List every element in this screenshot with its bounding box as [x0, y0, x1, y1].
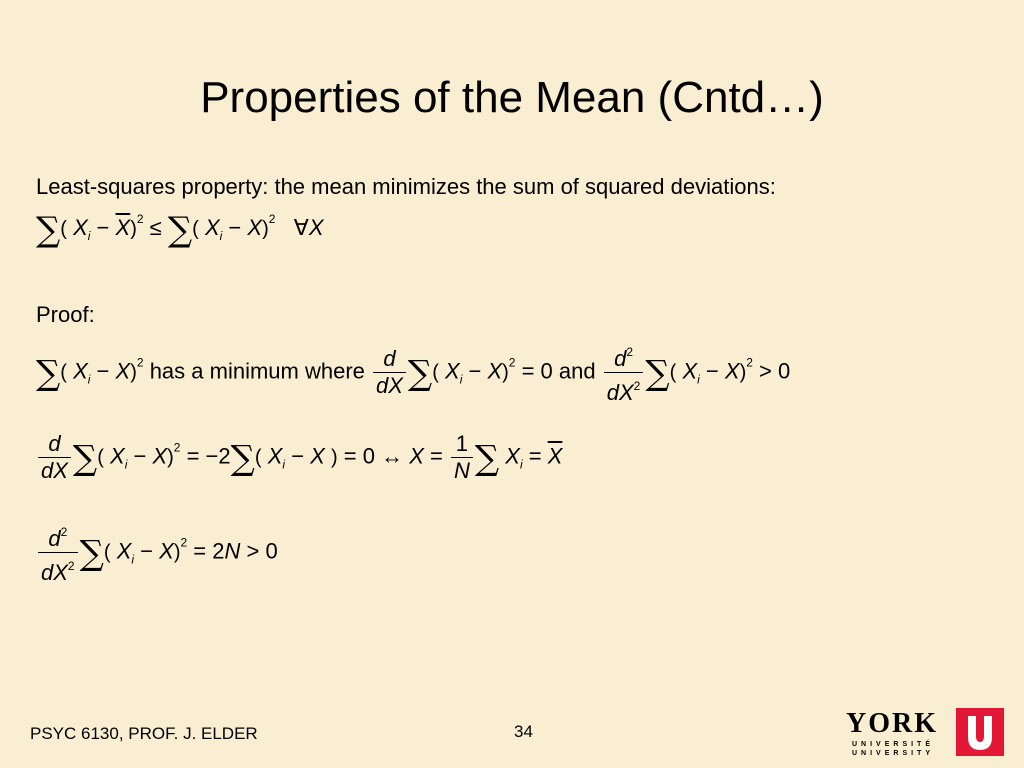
slide-title: Properties of the Mean (Cntd…): [200, 73, 824, 122]
footer-course: PSYC 6130, PROF. J. ELDER: [30, 724, 258, 743]
logo-subtext: [852, 740, 934, 758]
logo-sub-fr: UNIVERSITÉ: [852, 741, 935, 748]
page-number: 34: [514, 722, 533, 741]
first-derivative-equation: $\frac{d}{dX}$ ∑( $X_i - X)^2 = -2\sum$( $X_i - X$ ) = 0 ↔ X = $\frac{1}{N}$ ∑ $X_i = \overline{X}$: [36, 432, 562, 483]
least-squares-statement: Least-squares property: the mean minimizes the sum of squared deviations:: [36, 174, 776, 199]
second-derivative-equation: $\frac{d^2}{dX^2}$ ∑( $X_i - X)^2 = 2N > 0$: [36, 520, 278, 585]
york-u-icon: [956, 708, 1004, 756]
york-university-logo: [846, 708, 1006, 758]
proof-label: Proof:: [36, 302, 95, 327]
and-text: and: [558, 358, 596, 384]
logo-sub-en: UNIVERSITY: [852, 750, 935, 757]
minimum-condition: ∑( $X_i - X)^2$ has a minimum where $\frac{d}{dX}$ ∑( $X_i - X)^2 = 0$ and $\frac{d^2}{dX^2}$ ∑( $X_i - X)^2 > 0$: [36, 340, 790, 405]
has-minimum-text: has a minimum where: [149, 358, 365, 384]
logo-wordmark: YORK: [846, 708, 938, 739]
least-squares-inequality: ∑( $X_i - \overline{X})^2$ ≤ ∑( $X_i - X)^2$ ∀X: [36, 210, 324, 250]
